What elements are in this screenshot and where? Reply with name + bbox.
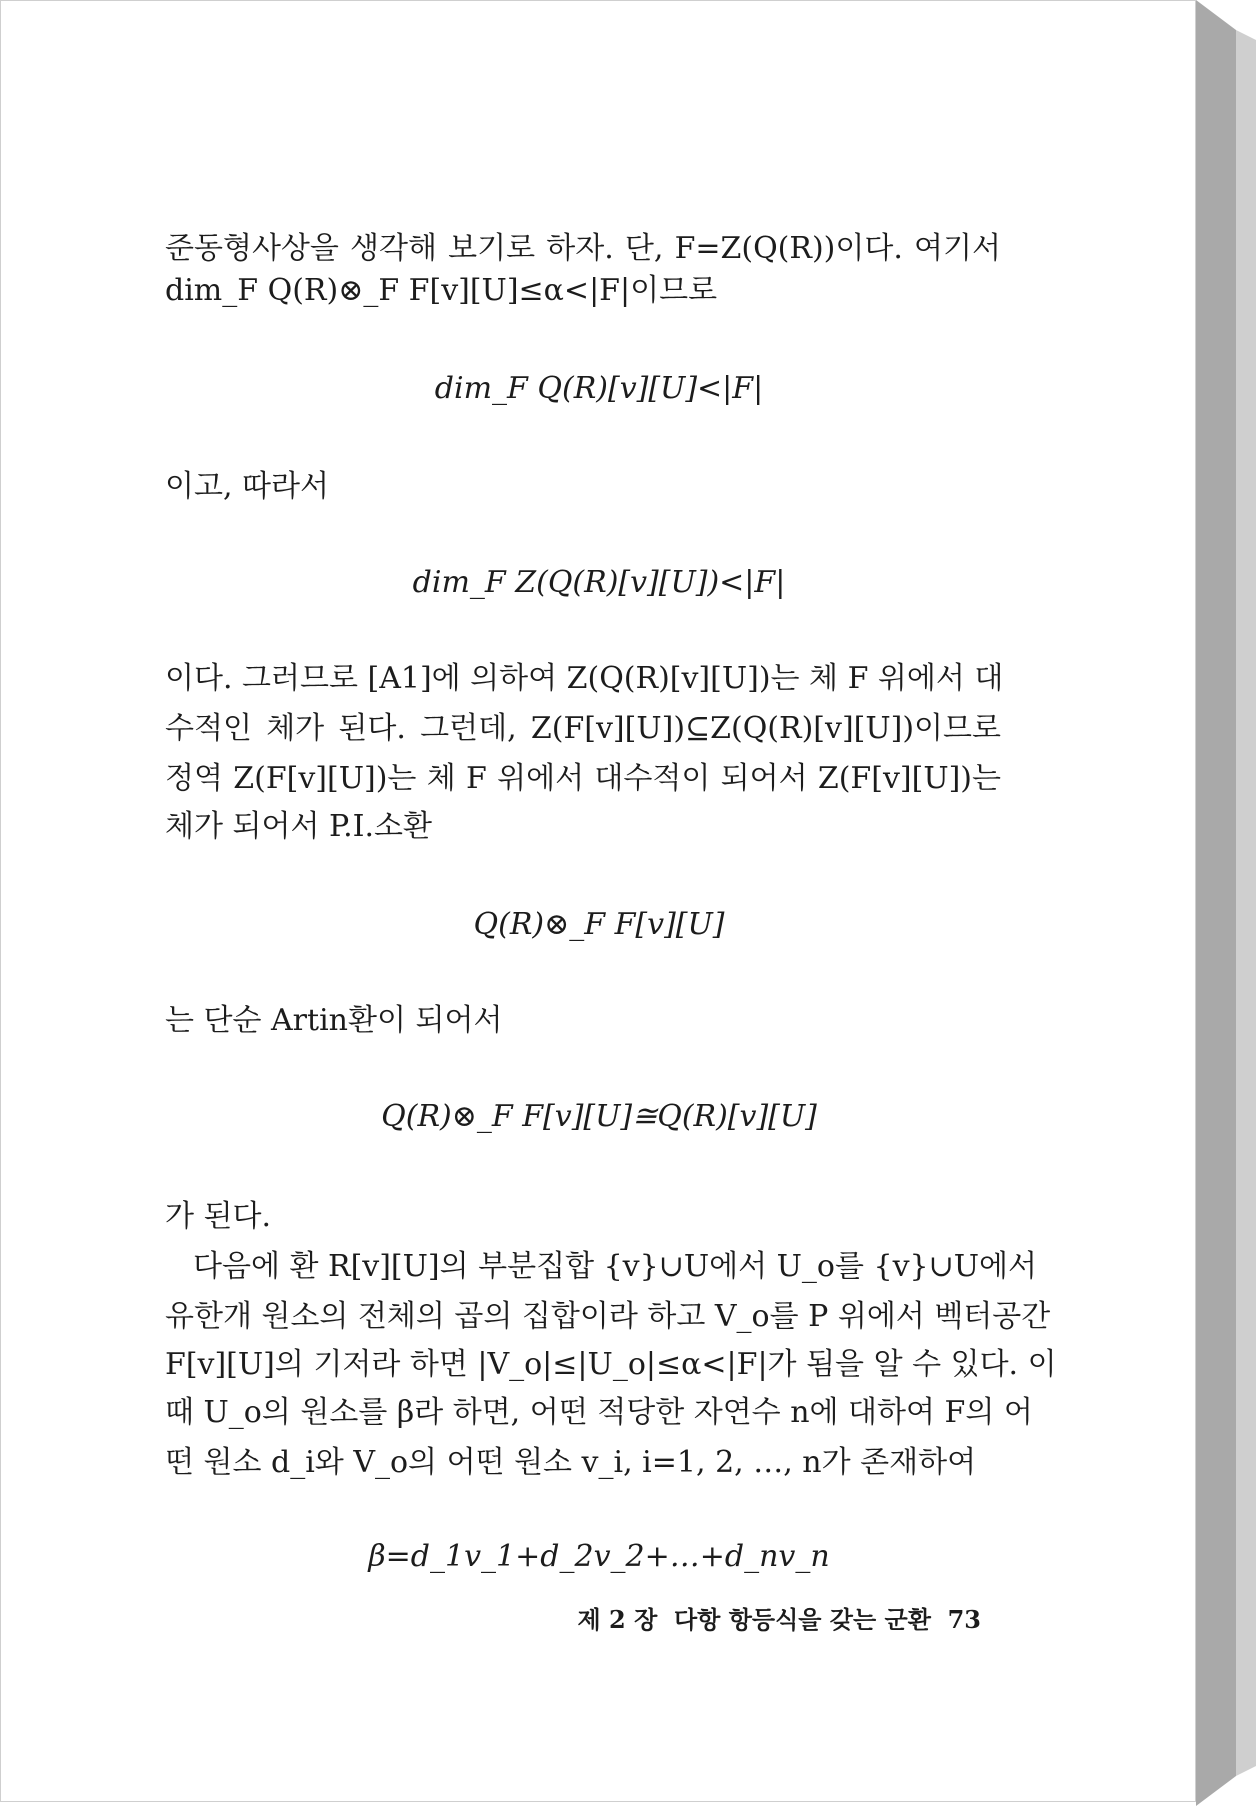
text-line: dim_F Q(R)⊗_F F[v][U]≤α<|F|이므로 (165, 273, 718, 308)
text-line: 는 단순 Artin환이 되어서 (165, 1003, 503, 1038)
text-line: 유한개 원소의 전체의 곱의 집합이라 하고 V_o를 P 위에서 벡터공간 (165, 1299, 1051, 1334)
equation: β=d_1v_1+d_2v_2+…+d_nv_n (368, 1539, 830, 1574)
equation: dim_F Z(Q(R)[v][U])<|F| (412, 565, 786, 600)
equation: Q(R)⊗_F F[v][U]≅Q(R)[v][U] (381, 1099, 817, 1134)
text-line: 준동형사상을 생각해 보기로 하자. 단, F=Z(Q(R))이다. 여기서 (165, 231, 1001, 266)
text-line: 때 U_o의 원소를 β라 하면, 어떤 적당한 자연수 n에 대하여 F의 어 (165, 1395, 1033, 1430)
text-line: 이고, 따라서 (165, 469, 329, 504)
text-line: 떤 원소 d_i와 V_o의 어떤 원소 v_i, i=1, 2, …, n가 존재하여 (165, 1445, 977, 1480)
equation: Q(R)⊗_F F[v][U] (473, 907, 725, 942)
page-edge (1196, 0, 1236, 1806)
text-line: 가 된다. (165, 1199, 272, 1234)
page-edge-highlight (1236, 30, 1256, 1776)
equation: dim_F Q(R)[v][U]<|F| (434, 371, 764, 406)
text-line: 체가 되어서 P.I.소환 (165, 809, 432, 844)
page-footer: 제 2 장 다항 항등식을 갖는 군환 73 (577, 1605, 981, 1634)
text-line: 수적인 체가 된다. 그런데, Z(F[v][U])⊆Z(Q(R)[v][U])이므로 (165, 711, 1001, 746)
text-line: 정역 Z(F[v][U])는 체 F 위에서 대수적이 되어서 Z(F[v][U])는 (165, 761, 1001, 796)
text-line: 다음에 환 R[v][U]의 부분집합 {v}∪U에서 U_o를 {v}∪U에서 (193, 1249, 1038, 1284)
text-line: 이다. 그러므로 [A1]에 의하여 Z(Q(R)[v][U])는 체 F 위에서 대 (165, 661, 1004, 696)
page-edge-shadow (1196, 0, 1256, 1806)
text-line: F[v][U]의 기저라 하면 |V_o|≤|U_o|≤α<|F|가 됨을 알 수 있다. 이 (165, 1347, 1057, 1382)
